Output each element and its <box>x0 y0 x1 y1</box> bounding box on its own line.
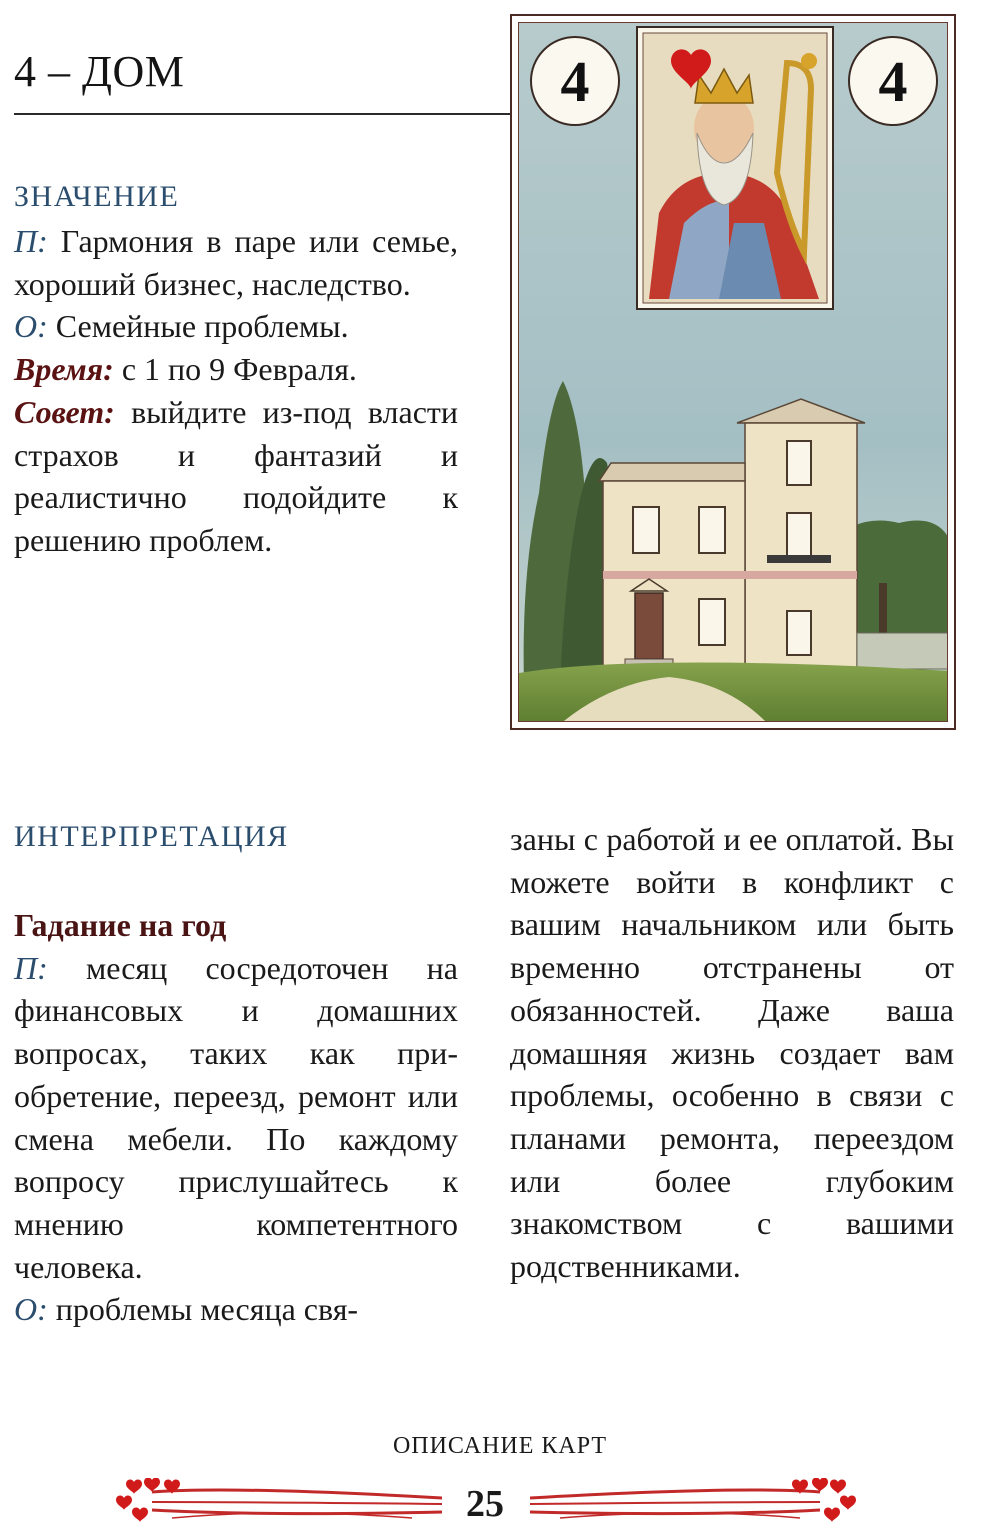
positive-text: Гармония в паре или семье, хороший бизнес, наследство. <box>14 223 458 302</box>
footer-ornament-right <box>530 1478 860 1522</box>
advice-label: Совет: <box>14 393 115 430</box>
interpretation-positive-label: П: <box>14 949 48 986</box>
king-of-hearts-inset <box>637 27 833 309</box>
negative-text: Семейные проблемы. <box>47 308 349 345</box>
meaning-advice <box>14 391 458 562</box>
footer-ornament-left <box>112 1478 442 1522</box>
garden-wall <box>857 633 948 669</box>
page-title: 4 – ДОМ <box>14 47 185 96</box>
interpretation-subheading: Гадание на год <box>14 907 227 943</box>
positive-label: П: <box>14 223 48 259</box>
meaning-heading: ЗНАЧЕНИЕ <box>14 180 180 213</box>
negative-label: О: <box>14 308 48 345</box>
lenormand-card-house <box>510 14 956 730</box>
meaning-time <box>14 348 458 391</box>
card-number-right: 4 <box>878 49 908 114</box>
interpretation-heading: ИНТЕРПРЕТАЦИЯ <box>14 820 289 853</box>
time-text: с 1 по 9 Февраля. <box>113 351 357 388</box>
interpretation-negative-text: проблемы месяца свя- <box>47 1291 359 1328</box>
meaning-text <box>14 220 458 562</box>
meaning-positive <box>14 220 458 305</box>
interpretation-col-2 <box>510 818 954 1288</box>
interpretation-negative <box>14 1288 458 1331</box>
footer-section-label: ОПИСАНИЕ КАРТ <box>392 1433 608 1459</box>
title-divider <box>14 113 510 115</box>
time-label: Время: <box>14 351 114 388</box>
card-illustration <box>518 22 948 722</box>
interpretation-col-1 <box>14 904 458 1331</box>
interpretation-positive <box>14 947 458 1289</box>
card-artwork <box>519 23 948 722</box>
card-number-left: 4 <box>560 49 590 114</box>
interpretation-positive-text: месяц сосредоточен на финансовых и домашних вопросах, таких как приобретение, переезд, ремонт или смена мебели. По каждому вопросу прислушайтесь к мнению компетентного человека. <box>14 949 458 1285</box>
advice-text: выйдите из-под власти страхов и фантазий и реалистично подойдите к решению проблем. <box>14 393 458 558</box>
page-number: 25 <box>466 1483 504 1525</box>
interpretation-negative-label: О: <box>14 1291 48 1328</box>
interpretation-negative-continued: заны с работой и ее оплатой. Вы можете войти в конфликт с вашим начальником или быть временно отстранены от обязанностей. Даже ваша домашняя жизнь создает вам проблемы, особенно в связи с планами ремонта, переездом или более глубоким знакомством с вашими родственниками. <box>510 821 954 1285</box>
meaning-negative <box>14 305 458 348</box>
